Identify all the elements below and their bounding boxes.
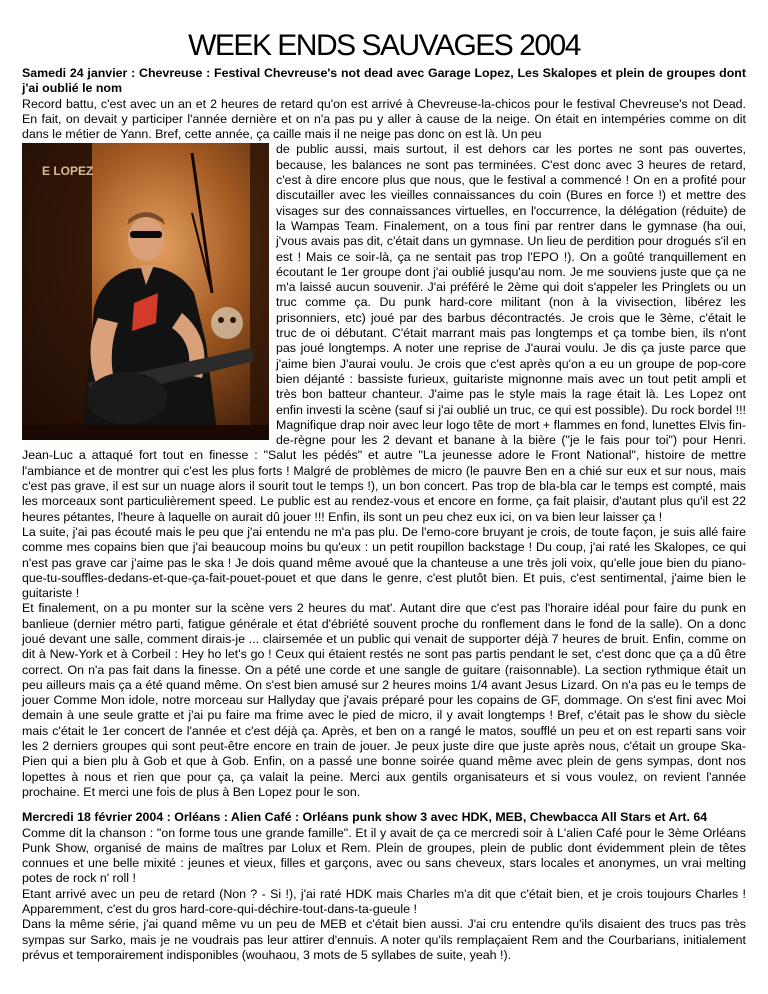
skull-icon <box>211 307 243 339</box>
concert-photo <box>22 143 269 440</box>
article-body <box>22 66 746 963</box>
section-spacer <box>22 800 746 810</box>
article2-paragraph: Dans la même série, j'ai quand même vu un peu de MEB et c'était bien aussi. J'ai cru entendre qu'ils disaient des trucs pas très sympas sur Sarko, mais je ne voudrais pas leur attirer d'ennuis. A noter qu'ils remplaçaient Rem and the Courbarians, initialement prévus et temporairement indisponibles (wouhaou, 3 mots de 5 syllabes de suite, yeah !). <box>22 917 746 962</box>
guitarist-head <box>128 217 164 261</box>
article2-heading: Mercredi 18 février 2004 : Orléans : Alien Café : Orléans punk show 3 avec HDK, MEB, Chewbacca All Stars et Art. 64 <box>22 810 708 825</box>
article1-intro: Record battu, c'est avec un an et 2 heures de retard qu'on est arrivé à Chevreuse-la-chicos pour le festival Chevreuse's not Dead. En fait, on devait y participer l'année dernière et on n'a pas pu y aller à cause de la neige. On était en intempéries comme on dit dans le métier de Yann. Bref, cette année, ça caille mais il ne neige pas donc on est là. Un peu <box>22 96 746 142</box>
article2-paragraph: Etant arrivé avec un peu de retard (Non ? - Si !), j'ai raté HDK mais Charles m'a dit que c'était bien, et je crois toujours Charles ! Apparemment, c'est du gros hard-core-qui-déchire-tout-dans-ta-gueule ! <box>22 886 746 917</box>
page-title: WEEK ENDS SAUVAGES 2004 <box>188 29 580 62</box>
article1-paragraph: Et finalement, on a pu monter sur la scène vers 2 heures du mat'. Autant dire que c'est pas l'horaire idéal pour faire du punk en banlieue (dernier métro parti, fatigue générale et état d'ébriété souvent proche du ronflement dans le fond de la salle). On a donc joué devant une salle, comment dirais-je ... clairsemée et un public qui venait de supporter déjà 7 heures de bruit. Enfin, comme on dit à New-York et à Corbeil : Hey ho let's go ! Ceux qui étaient restés ne sont pas partis pendant le set, c'est donc que ça a dû être correct. On n'a pas fait dans la finesse. On a pété une corde et une sangle de guitare (raisonnable). La section rythmique était un peu ailleurs mais ça a été quand même. On s'est bien amusé sur 2 heures moins 1/4 avant Jesus Lizard. On n'a pas eu le temps de jouer Comme Mon idole, notre morceau sur Hallyday que j'avais préparé pour les copains de GF, dommage. On s'est fini avec Moi demain à une seule gratte et j'ai pu faire ma frime avec le pied de micro, il y avait longtemps ! Bref, c'était pas le show du siècle mais c'était le 1er concert de l'année et c'est déjà ça. Après, et ben on a rangé le matos, soufflé un peu et on est reparti sans voir les 2 derniers groupes qui sont peut-être encore en train de jouer. Je peux juste dire que juste après nous, c'était un groupe Ska-Pien qui a bien plu à Gob et que à Gob. Enfin, on a passé une bonne soirée quand même avec plein de gens sympas, dont nos lopettes à nous et rien que pour ça, ça valait la peine. Merci aux gentils organisateurs et si vous voulez, on revient l'année prochaine. Et merci une fois de plus à Ben Lopez pour le son. <box>22 601 746 799</box>
article1-paragraph: de public aussi, mais surtout, il est dehors car les portes ne sont pas ouvertes, because, les balances ne sont pas terminées. C'est donc avec 3 heures de retard, c'est à dire encore plus que nous, que le festival a commencé ! On en a profité pour discutailler avec les vieilles connaissances du coin (Bures en force !) et mettre des visages sur des connaissances virtuelles, en l'occurrence, la délégation (réduite) de la Wampas Team. Finalement, on a tous fini par rentrer dans le gymnase (ha oui, j'vous avais pas dit, c'était dans un gymnase. Un lieu de perdition pour drogués s'il en est ! Mais ce soir-là, ça ne sentait pas trop l'EPO !). On a goûté tranquillement en écoutant le 1er groupe dont j'ai oublié jusqu'au nom. Je me souviens juste que ça ne m'a laissé aucun souvenir. J'ai préféré le 2ème qui doit s'appeler les Pringlets ou un truc comme ça. Du punk hard-core militant (non à la vivisection, libérez les prisonniers, etc) joué par des barbus décontractés. Je crois que le 3ème, c'était le truc de oi débutant. C'était marrant mais pas longtemps et ça tombe bien, ils n'ont pas joué longtemps. A noter une reprise de J'aurai voulu. Je dis ça juste parce que j'aime bien J'aurai voulu. Je crois que c'est après qu'on a eu un groupe de pop-core bien déjanté : bassiste furieux, guitariste mignonne mais avec un tout petit ampli et très bon batteur chanteur. J'aime pas le style mais la rage était là. Les Lopez ont enfin investi la scène (sauf si j'ai oublié un truc, ce qui est possible). Du rock bordel !!! Magnifique drap noir avec leur logo tête de mort + flammes en fond, lunettes Elvis fin-de-règne pour les 2 devant et banane à la bière ("je le fais pour toi") pour Henri. Jean-Luc a attaqué fort tout en finesse : "Salut les pédés" et autre "La jeunesse adore le Front National", histoire de mettre l'ambiance et de montrer qui c'est les plus forts ! Malgré de problèmes de micro (le pauvre Ben en a chié sur eux et sur nous, mais c'est pas grave, il est sur un nuage alors il sourit tout le temps !), un bon concert. Pas trop de bla-bla car le temps est compté, mais les morceaux sont particulièrement speed. Le public est au rendez-vous et encore en forme, ça fait plaisir, d'autant plus qu'il est 22 heures pétantes, l'heure à laquelle on aurait dû jouer !!! Enfin, ils sont un peu chez eux ici, on va bien leur laisser ça ! <box>22 142 746 524</box>
article1-heading: Samedi 24 janvier : Chevreuse : Festival Chevreuse's not dead avec Garage Lopez, Les Skalopes et plein de groupes dont j'ai oublié le nom <box>22 66 746 96</box>
article1-paragraph: La suite, j'ai pas écouté mais le peu que j'ai entendu ne m'a pas plu. De l'emo-core bruyant je crois, de toute façon, je suis allé faire comme mes copains bien que j'ai beaucoup moins bu qu'eux : un petit roupillon backstage ! Du coup, j'ai raté les Skalopes, ce qui n'est pas grave car j'aime pas le ska ! Je dois quand même avoué que la chanteuse a une très joli voix, qu'elle joue bien du piano-que-tu-souffles-dedans-et-que-ça-fait-pouet-pouet et que dans le genre, c'est plutôt bien. Et puis, c'est sentimental, j'aime bien le guitariste ! <box>22 524 746 601</box>
sunglasses-icon <box>130 231 162 238</box>
guitar-body-icon <box>87 372 167 424</box>
article2-paragraph: Comme dit la chanson : "on forme tous une grande famille". Et il y avait de ça ce mercredi soir à L'alien Café pour le 3ème Orléans Punk Show, organisé de mains de maîtres par Lolux et Rem. Plein de groupes, plein de public dont évidemment plein de têtes connues et une belle mixité : jeunes et vieux, filles et garçons, avec ou sans cheveux, stars locales et anonymes, un vrai melting potes de rock n' roll ! <box>22 825 746 886</box>
backdrop-logo-text: E LOPEZ <box>42 164 94 179</box>
